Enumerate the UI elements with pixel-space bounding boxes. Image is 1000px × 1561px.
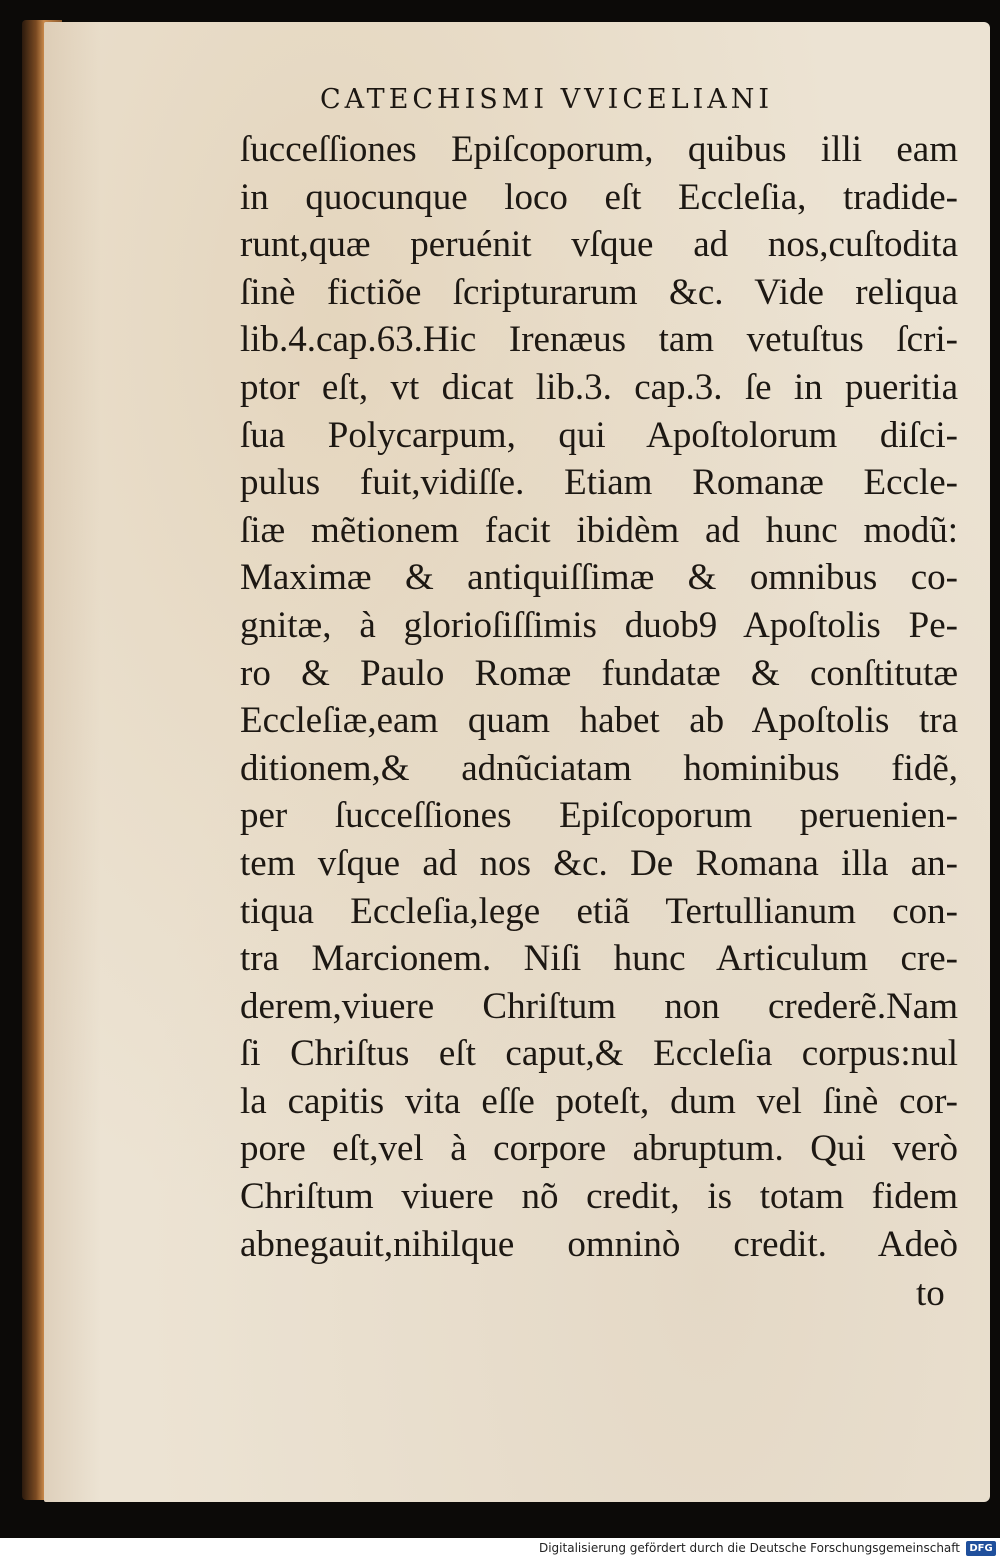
text-line: ſua Polycarpum, qui Apoſtolorum diſci- [240,414,958,456]
text-line: per ſucceſſiones Epiſcoporum peruenien- [240,795,958,837]
text-line: Chriſtum viuere nõ credit, is totam fidem [240,1176,958,1218]
text-line: Eccleſiæ,eam quam habet ab Apoſtolis tra [240,700,958,742]
text-line: lib.4.cap.63.Hic Irenæus tam vetuſtus ſcri- [240,319,958,361]
running-head: CATECHISMI VVICELIANI [320,84,774,115]
text-line: ſiæ mẽtionem facit ibidèm ad hunc modũ: [240,509,958,551]
text-line: derem,viuere Chriſtum non crederẽ.Nam [240,985,958,1027]
text-line: Maximæ & antiquiſſimæ & omnibus co- [240,557,958,599]
text-line: ditionem,& adnũciatam hominibus fidẽ, [240,747,958,789]
text-line: abnegauit,nihilque omninò credit. Adeò [240,1223,958,1265]
text-line: gnitæ, à glorioſiſſimis duob9 Apoſtolis Pe- [240,604,958,646]
text-line: tem vſque ad nos &c. De Romana illa an- [240,842,958,884]
text-line: ſucceſſiones Epiſcoporum, quibus illi eam [240,129,958,170]
text-line: runt,quæ peruénit vſque ad nos,cuſtodita [240,224,958,266]
text-line: pulus fuit,vidiſſe. Etiam Romanæ Eccle- [240,462,958,504]
text-line: pore eſt,vel à corpore abruptum. Qui verò [240,1128,958,1170]
text-line: tiqua Eccleſia,lege etiã Tertullianum con- [240,890,958,932]
text-line: ſi Chriſtus eſt caput,& Eccleſia corpus:nul [240,1033,958,1075]
text-line: ro & Paulo Romæ fundatæ & conſtitutæ [240,652,958,694]
body-text [240,126,958,1268]
text-line: la capitis vita eſſe poteſt, dum vel ſinè cor- [240,1080,958,1122]
text-line: ptor eſt, vt dicat lib.3. cap.3. ſe in pueritia [240,366,958,408]
text-line: in quocunque loco eſt Eccleſia, tradide- [240,176,958,218]
catchword: to [916,1273,945,1314]
text-line: tra Marcionem. Niſi hunc Articulum cre- [240,938,958,980]
text-line: ſinè fictiõe ſcripturarum &c. Vide reliqua [240,271,958,313]
dfg-logo-icon: DFG [966,1541,996,1556]
funding-credit: Digitalisierung gefördert durch die Deutsche Forschungsgemeinschaft [538,1541,960,1555]
footer-bar [0,1538,1000,1561]
